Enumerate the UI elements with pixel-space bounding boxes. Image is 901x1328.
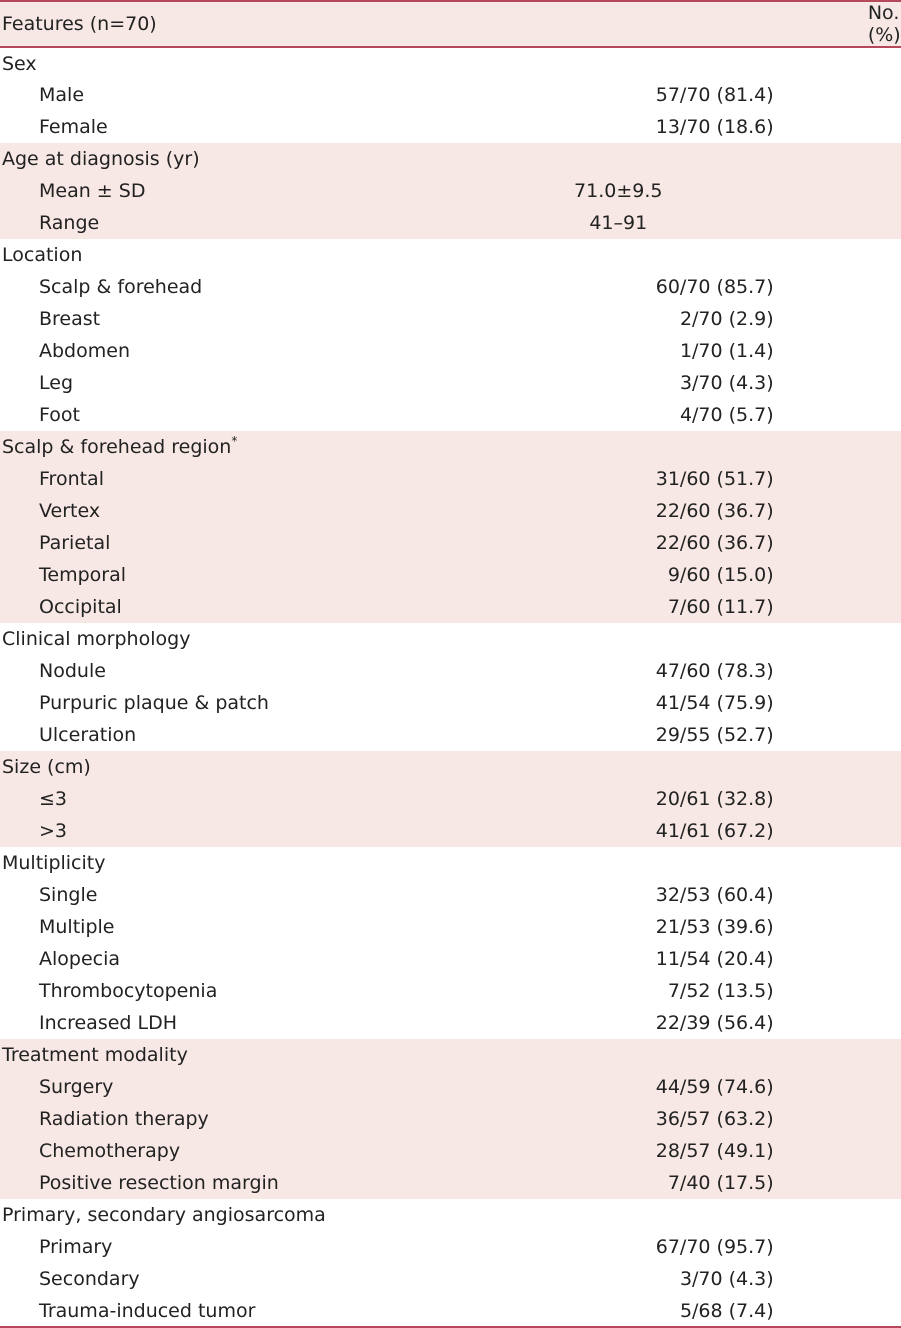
group-title-text: Size (cm) [2,756,91,778]
group-value-empty [326,1039,901,1071]
row-label: Vertex [0,495,326,527]
group-value-empty [326,431,901,463]
row-label: Parietal [0,527,326,559]
row-value: 11/54 (20.4) [655,948,774,970]
group-row [0,47,901,79]
row-value: 41–91 [326,207,901,239]
table-row [0,111,901,143]
row-label: Alopecia [39,948,121,970]
table-row [0,399,901,431]
table-row [0,1263,901,1295]
row-value: 1/70 (1.4) [679,340,774,362]
group-title-text: Location [2,244,83,266]
row-value: 44/59 (74.6) [326,1071,901,1103]
table-row [0,1071,901,1103]
table-row [0,1295,901,1327]
group-row [0,143,901,175]
row-value: 32/53 (60.4) [655,884,774,906]
row-label: Range [0,207,326,239]
group-row [0,431,901,463]
header-row [0,1,901,47]
row-value: 3/70 (4.3) [679,372,774,394]
row-label: Foot [39,404,80,426]
group-value-empty [326,623,901,655]
row-label: Female [39,116,108,138]
row-label: Positive resection margin [0,1167,326,1199]
table-row [0,655,901,687]
row-label: Abdomen [39,340,130,362]
table-row [0,815,901,847]
group-title [0,623,326,655]
row-value: 60/70 (85.7) [655,276,774,298]
table-row [0,335,901,367]
row-label: Occipital [0,591,326,623]
row-value: 2/70 (2.9) [679,308,774,330]
row-label: Increased LDH [39,1012,178,1034]
row-label: Chemotherapy [0,1135,326,1167]
row-label: Scalp & forehead [39,276,203,298]
table-row [0,783,901,815]
table-row [0,271,901,303]
row-value: 3/70 (4.3) [679,1268,774,1290]
table-row [0,1167,901,1199]
row-label: Multiple [39,916,115,938]
table-row [0,367,901,399]
row-value: 31/60 (51.7) [326,463,901,495]
group-title [0,143,326,175]
group-row [0,1039,901,1071]
group-value-empty [326,847,901,879]
row-label: >3 [0,815,326,847]
row-label: Surgery [0,1071,326,1103]
row-value: 22/60 (36.7) [326,495,901,527]
row-label: Breast [39,308,101,330]
row-label: Nodule [39,660,106,682]
row-label: Leg [39,372,74,394]
table-row [0,687,901,719]
table-row [0,879,901,911]
row-value: 41/61 (67.2) [326,815,901,847]
group-row [0,239,901,271]
row-label: Primary [39,1236,113,1258]
row-value: 5/68 (7.4) [326,1295,901,1327]
table-row [0,943,901,975]
row-value: 13/70 (18.6) [655,116,774,138]
row-value: 4/70 (5.7) [679,404,774,426]
group-title-text: Multiplicity [2,852,106,874]
table-row [0,911,901,943]
row-label: ≤3 [0,783,326,815]
group-row [0,1199,901,1231]
group-title-text: Scalp & forehead region [2,436,232,458]
row-label: Mean ± SD [0,175,326,207]
group-title-text: Treatment modality [2,1044,188,1066]
table-row [0,975,901,1007]
group-title [0,1039,326,1071]
group-title [0,431,326,463]
row-value: 21/53 (39.6) [655,916,774,938]
row-value: 29/55 (52.7) [655,724,774,746]
group-title [0,1199,326,1231]
row-label: Radiation therapy [0,1103,326,1135]
group-row [0,847,901,879]
group-row [0,623,901,655]
group-title [0,847,326,879]
row-value: 41/54 (75.9) [655,692,774,714]
group-value-empty [326,1199,901,1231]
row-value: 67/70 (95.7) [655,1236,774,1258]
row-label: Frontal [0,463,326,495]
row-value: 57/70 (81.4) [655,84,774,106]
row-value: 28/57 (49.1) [326,1135,901,1167]
group-title-text: Clinical morphology [2,628,191,650]
table-row [0,1231,901,1263]
row-value: 7/60 (11.7) [326,591,901,623]
row-label: Single [39,884,98,906]
row-label: Male [39,84,85,106]
row-value: 7/40 (17.5) [326,1167,901,1199]
group-value-empty [326,239,901,271]
row-label: Purpuric plaque & patch [39,692,269,714]
row-label: Ulceration [39,724,137,746]
group-title [0,47,326,79]
table-row [0,719,901,751]
table-row [0,463,901,495]
group-value-empty [326,143,901,175]
header-value: No. (%) [326,1,901,47]
table-row [0,207,901,239]
table-row [0,527,901,559]
row-value: 20/61 (32.8) [326,783,901,815]
group-value-empty [326,47,901,79]
row-value: 22/39 (56.4) [655,1012,774,1034]
group-title-text: Sex [2,52,37,75]
row-value: 36/57 (63.2) [326,1103,901,1135]
group-title [0,751,326,783]
row-value: 7/52 (13.5) [667,980,774,1002]
table-row [0,79,901,111]
row-label: Temporal [0,559,326,591]
row-label: Secondary [39,1268,140,1290]
group-row [0,751,901,783]
group-title-text: Primary, secondary angiosarcoma [2,1204,326,1226]
row-value: 47/60 (78.3) [655,660,774,682]
row-label: Thrombocytopenia [39,980,218,1002]
table-row [0,1007,901,1039]
row-value: 22/60 (36.7) [326,527,901,559]
table-row [0,559,901,591]
header-features: Features (n=70) [0,1,326,47]
table-row [0,591,901,623]
table-row [0,303,901,335]
row-value: 9/60 (15.0) [326,559,901,591]
row-value: 71.0±9.5 [326,175,901,207]
row-label: Trauma-induced tumor [0,1295,326,1327]
table-row [0,1135,901,1167]
table-row [0,1103,901,1135]
footnote-marker: * [231,434,238,448]
table-row [0,175,901,207]
group-value-empty [326,751,901,783]
table-row [0,495,901,527]
group-title-text: Age at diagnosis (yr) [2,148,200,170]
group-title [0,239,326,271]
table-body [0,47,901,1327]
